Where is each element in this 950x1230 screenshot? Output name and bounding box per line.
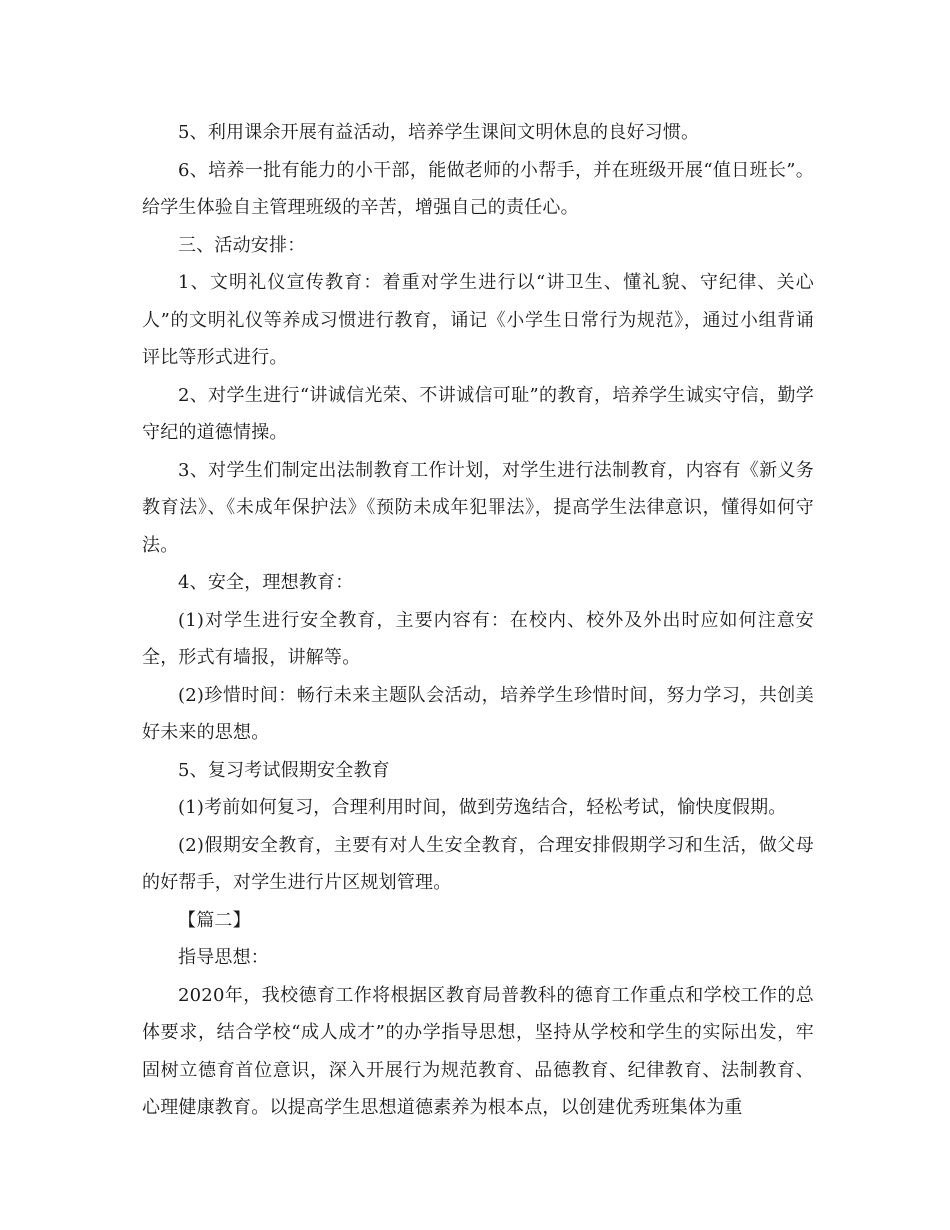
section-heading-arrangement: 三、活动安排： — [178, 234, 306, 256]
paragraph-safety-2: (2)珍惜时间：畅行未来主题队会活动，培养学生珍惜时间，努力学习，共创美好未来的思想。 — [142, 684, 814, 743]
paragraph-arrangement-5: 5、复习考试假期安全教育 — [178, 759, 390, 781]
paragraph-activity-6: 6、培养一批有能力的小干部，能做老师的小帮手，并在班级开展“值日班长”。给学生体验自主管理班级的辛苦，增强自己的责任心。 — [142, 159, 814, 218]
paragraph-guiding-thought: 2020年，我校德育工作将根据区教育局普教科的德育工作重点和学校工作的总体要求，结合学校“成人成才”的办学指导思想，坚持从学校和学生的实际出发，牢固树立德育首位意识，深入开展行为规范教育、品德教育、纪律教育、法制教育、心理健康教育。以提高学生思想道德素养为根本点，以创建优秀班集体为重 — [142, 984, 814, 1118]
paragraph-arrangement-2: 2、对学生进行“讲诚信光荣、不讲诚信可耻”的教育，培养学生诚实守信，勤学守纪的道德情操。 — [142, 384, 814, 443]
paragraph-review-1: (1)考前如何复习，合理利用时间，做到劳逸结合，轻松考试，愉快度假期。 — [178, 797, 787, 818]
paragraph-safety-1: (1)对学生进行安全教育，主要内容有：在校内、校外及外出时应如何注意安全，形式有墙报，讲解等。 — [142, 609, 814, 668]
paragraph-arrangement-4: 4、安全，理想教育： — [178, 572, 354, 593]
paragraph-arrangement-1: 1、文明礼仪宣传教育：着重对学生进行以“讲卫生、懂礼貌、守纪律、关心人”的文明礼仪等养成习惯进行教育，诵记《小学生日常行为规范》，通过小组背诵评比等形式进行。 — [142, 272, 814, 368]
paragraph-activity-5: 5、利用课余开展有益活动，培养学生课间文明休息的良好习惯。 — [178, 122, 700, 143]
section-heading-guiding-thought: 指导思想： — [178, 947, 269, 968]
paragraph-review-2: (2)假期安全教育，主要有对人生安全教育，合理安排假期学习和生活，做父母的好帮手，对学生进行片区规划管理。 — [142, 834, 814, 893]
paragraph-arrangement-3: 3、对学生们制定出法制教育工作计划，对学生进行法制教育，内容有《新义务教育法》、《未成年保护法》《预防未成年犯罪法》，提高学生法律意识，懂得如何守法。 — [142, 459, 814, 556]
document-body — [142, 114, 814, 1127]
chapter-heading-part-two: 【篇二】 — [178, 909, 251, 931]
